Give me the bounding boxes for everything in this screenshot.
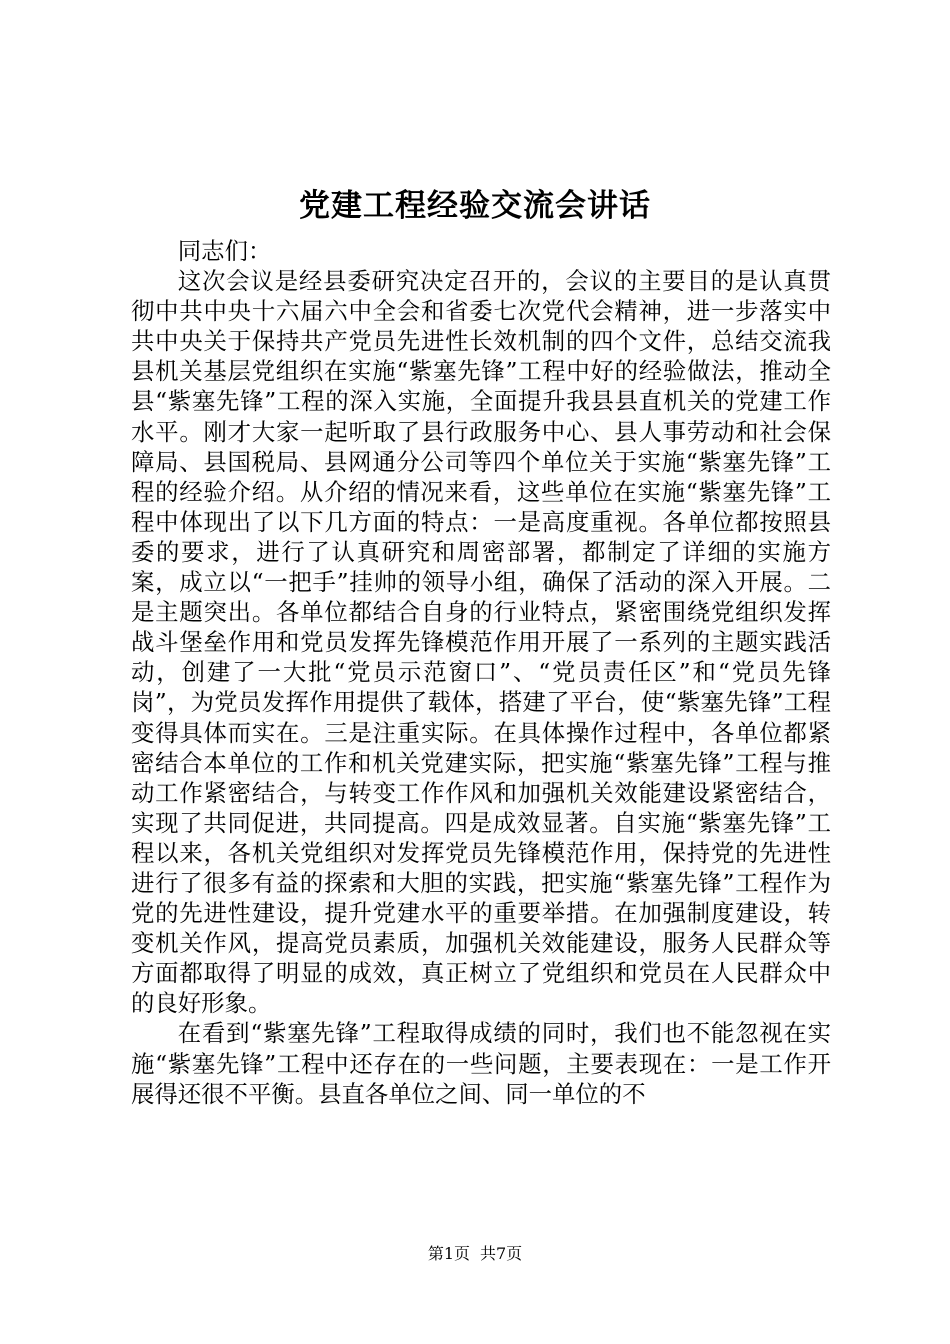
page-footer (0, 1244, 950, 1264)
document-title: 党建工程经验交流会讲话 (299, 188, 651, 224)
paragraph-1: 这次会议是经县委研究决定召开的，会议的主要目的是认真贯彻中共中央十六届六中全会和省委七次党代会精神，进一步落实中共中央关于保持共产党员先进性长效机制的四个文件，总结交流我县机关基层党组织在实施“紫塞先锋”工程中好的经验做法，推动全县“紫塞先锋”工程的深入实施，全面提升我县县直机关的党建工作水平。刚才大家一起听取了县行政服务中心、县人事劳动和社会保障局、县国税局、县网通分公司等四个单位关于实施“紫塞先锋”工程的经验介绍。从介绍的情况来看，这些单位在实施“紫塞先锋”工程中体现出了以下几方面的特点：一是高度重视。各单位都按照县委的要求，进行了认真研究和周密部署，都制定了详细的实施方案，成立以“一把手”挂帅的领导小组，确保了活动的深入开展。二是主题突出。各单位都结合自身的行业特点，紧密围绕党组织发挥战斗堡垒作用和党员发挥先锋模范作用开展了一系列的主题实践活动，创建了一大批“党员示范窗口”、“党员责任区”和“党员先锋岗”，为党员发挥作用提供了载体，搭建了平台，使“紫塞先锋”工程变得具体而实在。三是注重实际。在具体操作过程中，各单位都紧密结合本单位的工作和机关党建实际，把实施“紫塞先锋”工程与推动工作紧密结合，与转变工作作风和加强机关效能建设紧密结合，实现了共同促进，共同提高。四是成效显著。自实施“紫塞先锋”工程以来，各机关党组织对发挥党员先锋模范作用，保持党的先进性进行了很多有益的探索和大胆的实践，把实施“紫塞先锋”工程作为党的先进性建设，提升党建水平的重要举措。在加强制度建设，转变机关作风，提高党员素质，加强机关效能建设，服务人民群众等方面都取得了明显的成效，真正树立了党组织和党员在人民群众中的良好形象。 (131, 267, 831, 1018)
document-body (131, 236, 831, 1109)
paragraph-2: 在看到“紫塞先锋”工程取得成绩的同时，我们也不能忽视在实施“紫塞先锋”工程中还存在的一些问题，主要表现在：一是工作开展得还很不平衡。县直各单位之间、同一单位的不 (131, 1019, 831, 1108)
salutation: 同志们： (177, 237, 272, 265)
page-number: 第1页 (427, 1244, 470, 1263)
page-total: 共7页 (480, 1244, 523, 1263)
